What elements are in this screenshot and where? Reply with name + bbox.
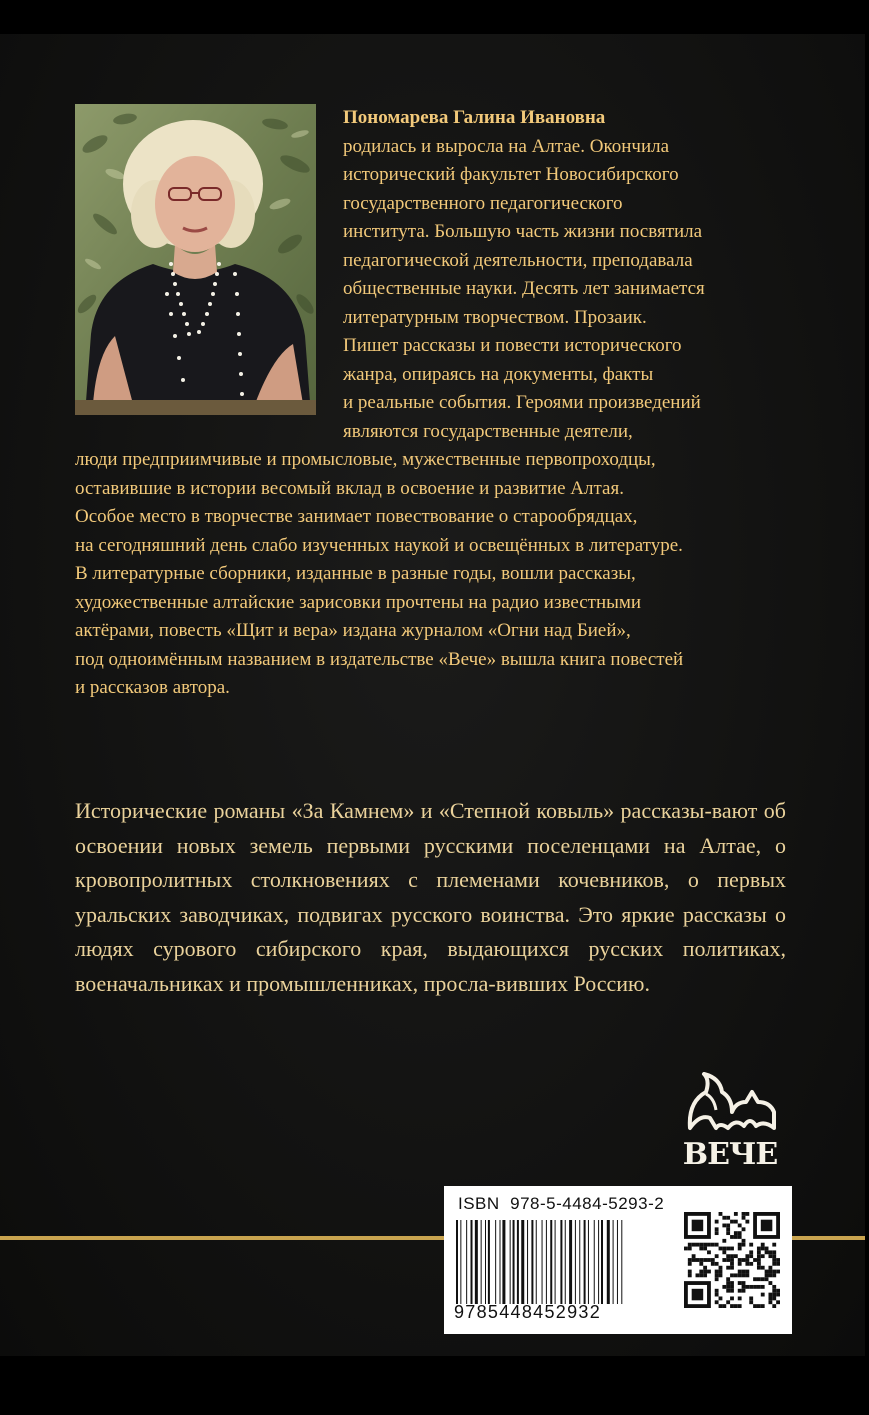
veche-logo-icon bbox=[680, 1072, 780, 1172]
qr-module bbox=[745, 1270, 749, 1274]
qr-module bbox=[730, 1247, 734, 1251]
qr-module bbox=[738, 1296, 742, 1300]
qr-module bbox=[734, 1254, 738, 1258]
qr-module bbox=[772, 1262, 776, 1266]
qr-module bbox=[726, 1231, 730, 1235]
qr-code-icon bbox=[684, 1212, 780, 1308]
qr-module bbox=[745, 1285, 749, 1289]
qr-module bbox=[684, 1247, 688, 1251]
bio-line: исторический факультет Новосибирского bbox=[343, 164, 679, 185]
qr-module bbox=[715, 1243, 719, 1247]
qr-module bbox=[730, 1235, 734, 1239]
qr-module bbox=[765, 1273, 769, 1277]
barcode-bar bbox=[560, 1220, 562, 1304]
qr-module bbox=[688, 1258, 692, 1262]
qr-module bbox=[726, 1277, 730, 1281]
qr-module bbox=[749, 1262, 753, 1266]
isbn-barcode bbox=[456, 1220, 670, 1304]
barcode-bar bbox=[495, 1220, 496, 1304]
qr-module bbox=[726, 1224, 730, 1228]
qr-module bbox=[742, 1273, 746, 1277]
qr-module bbox=[696, 1258, 700, 1262]
bio-line: общественные науки. Десять лет занимается bbox=[343, 278, 705, 299]
qr-module bbox=[742, 1289, 746, 1293]
barcode-bar bbox=[542, 1220, 543, 1304]
bio-line: и реальные события. Героями произведений bbox=[343, 392, 701, 413]
qr-module bbox=[696, 1243, 700, 1247]
annotation-text: Исторические романы «За Камнем» и «Степной ковыль» рассказы-вают об освоении новых земель первыми русскими поселенцами на Алтае, о кровопролитных столкновениях с племенами кочевников, о первых уральских заводчиках, подвигах русского воинства. Это яркие рассказы о людях сурового сибирского края, выдающихся русских политиках, военачальниках и промышленниках, просла-вивших Россию. bbox=[75, 798, 786, 996]
qr-module bbox=[703, 1273, 707, 1277]
qr-module bbox=[772, 1270, 776, 1274]
qr-module bbox=[749, 1300, 753, 1304]
qr-module bbox=[719, 1270, 723, 1274]
barcode-bar bbox=[502, 1220, 505, 1304]
qr-module bbox=[715, 1270, 719, 1274]
qr-module bbox=[688, 1262, 692, 1266]
qr-module bbox=[768, 1300, 772, 1304]
bio-line: родилась и выросла на Алтае. Окончила bbox=[343, 135, 670, 157]
qr-module bbox=[738, 1247, 742, 1251]
qr-module bbox=[699, 1243, 703, 1247]
qr-module bbox=[768, 1254, 772, 1258]
qr-module bbox=[772, 1289, 776, 1293]
qr-module bbox=[772, 1285, 776, 1289]
qr-module bbox=[768, 1281, 772, 1285]
barcode-bar bbox=[527, 1220, 528, 1304]
barcode-bar bbox=[594, 1220, 595, 1304]
qr-module bbox=[726, 1281, 730, 1285]
qr-module bbox=[745, 1254, 749, 1258]
qr-module bbox=[730, 1273, 734, 1277]
qr-module bbox=[726, 1254, 730, 1258]
qr-module bbox=[753, 1304, 757, 1308]
qr-module bbox=[699, 1270, 703, 1274]
barcode-bar bbox=[531, 1220, 533, 1304]
barcode-digits: 9785448452932 bbox=[454, 1302, 602, 1322]
qr-module bbox=[761, 1254, 765, 1258]
qr-module bbox=[722, 1224, 726, 1228]
barcode-bar bbox=[466, 1220, 467, 1304]
qr-module bbox=[715, 1293, 719, 1297]
qr-module bbox=[776, 1262, 780, 1266]
qr-module bbox=[757, 1258, 761, 1262]
qr-module bbox=[768, 1293, 772, 1297]
qr-module bbox=[699, 1258, 703, 1262]
barcode-bar bbox=[521, 1220, 524, 1304]
qr-module bbox=[765, 1270, 769, 1274]
bio-line: Особое место в творчестве занимает повествование о старообрядцах, bbox=[75, 506, 638, 527]
qr-module bbox=[772, 1250, 776, 1254]
qr-module bbox=[688, 1247, 692, 1251]
qr-module bbox=[742, 1212, 746, 1216]
barcode-bar bbox=[579, 1220, 580, 1304]
barcode-bar bbox=[588, 1220, 589, 1304]
qr-module bbox=[734, 1273, 738, 1277]
qr-module bbox=[719, 1266, 723, 1270]
qr-module bbox=[776, 1270, 780, 1274]
bio-line: и рассказов автора. bbox=[75, 677, 230, 698]
qr-module bbox=[734, 1212, 738, 1216]
qr-module bbox=[765, 1250, 769, 1254]
bio-line: педагогической деятельности, преподавала bbox=[343, 249, 693, 271]
bio-line: художественные алтайские зарисовки прочтены на радио известными bbox=[75, 591, 642, 613]
qr-module bbox=[749, 1254, 753, 1258]
bio-line: государственного педагогического bbox=[343, 192, 623, 214]
qr-module bbox=[730, 1289, 734, 1293]
qr-module bbox=[719, 1212, 723, 1216]
barcode-bar bbox=[598, 1220, 599, 1304]
barcode-bar bbox=[546, 1220, 547, 1304]
qr-module bbox=[692, 1254, 696, 1258]
qr-module bbox=[761, 1304, 765, 1308]
barcode-bar bbox=[513, 1220, 515, 1304]
qr-module bbox=[699, 1262, 703, 1266]
qr-module bbox=[768, 1296, 772, 1300]
qr-module bbox=[730, 1285, 734, 1289]
qr-module bbox=[757, 1277, 761, 1281]
qr-module bbox=[742, 1270, 746, 1274]
qr-module bbox=[761, 1220, 773, 1232]
bio-line: являются государственные деятели, bbox=[343, 420, 633, 442]
qr-module bbox=[753, 1285, 757, 1289]
qr-module bbox=[749, 1243, 753, 1247]
qr-module bbox=[742, 1216, 746, 1220]
barcode-bar bbox=[584, 1220, 586, 1304]
barcode-bar bbox=[536, 1220, 537, 1304]
qr-module bbox=[688, 1270, 692, 1274]
qr-module bbox=[734, 1304, 738, 1308]
qr-module bbox=[745, 1262, 749, 1266]
bio-line: на сегодняшний день слабо изученных наукой и освещённых в литературе. bbox=[75, 534, 683, 556]
qr-module bbox=[730, 1220, 734, 1224]
qr-module bbox=[703, 1247, 707, 1251]
qr-module bbox=[772, 1293, 776, 1297]
photo-spacer bbox=[75, 104, 343, 446]
qr-module bbox=[726, 1247, 730, 1251]
qr-module bbox=[715, 1300, 719, 1304]
qr-module bbox=[715, 1231, 719, 1235]
qr-module bbox=[776, 1293, 780, 1297]
qr-module bbox=[772, 1258, 776, 1262]
bio-line: актёрами, повесть «Щит и вера» издана журналом «Огни над Бией», bbox=[75, 620, 631, 641]
qr-module bbox=[719, 1296, 723, 1300]
qr-module bbox=[749, 1285, 753, 1289]
barcode-bar bbox=[488, 1220, 490, 1304]
bio-line: оставившие в истории весомый вклад в освоение и развитие Алтая. bbox=[75, 477, 624, 499]
qr-module bbox=[722, 1285, 726, 1289]
barcode-bar bbox=[500, 1220, 501, 1304]
qr-module bbox=[703, 1266, 707, 1270]
qr-module bbox=[730, 1296, 734, 1300]
qr-module bbox=[711, 1258, 715, 1262]
qr-module bbox=[738, 1289, 742, 1293]
qr-module bbox=[726, 1266, 730, 1270]
qr-module bbox=[757, 1250, 761, 1254]
qr-module bbox=[761, 1247, 765, 1251]
qr-module bbox=[707, 1270, 711, 1274]
barcode-bar bbox=[607, 1220, 610, 1304]
publisher-logo bbox=[680, 1072, 780, 1172]
qr-module bbox=[761, 1243, 765, 1247]
qr-module bbox=[757, 1304, 761, 1308]
qr-module bbox=[719, 1247, 723, 1251]
qr-module bbox=[738, 1243, 742, 1247]
qr-module bbox=[776, 1300, 780, 1304]
qr-module bbox=[753, 1258, 757, 1262]
qr-module bbox=[730, 1304, 734, 1308]
qr-module bbox=[738, 1270, 742, 1274]
qr-module bbox=[776, 1289, 780, 1293]
qr-module bbox=[734, 1220, 738, 1224]
qr-module bbox=[707, 1258, 711, 1262]
qr-module bbox=[745, 1220, 749, 1224]
qr-module bbox=[726, 1289, 730, 1293]
qr-module bbox=[753, 1277, 757, 1281]
qr-module bbox=[738, 1231, 742, 1235]
qr-module bbox=[726, 1285, 730, 1289]
qr-module bbox=[738, 1235, 742, 1239]
isbn-block bbox=[444, 1186, 792, 1334]
qr-module bbox=[722, 1258, 726, 1262]
bio-line: института. Большую часть жизни посвятила bbox=[343, 221, 703, 242]
qr-module bbox=[707, 1243, 711, 1247]
qr-module bbox=[722, 1304, 726, 1308]
barcode-bar bbox=[460, 1220, 461, 1304]
qr-module bbox=[730, 1281, 734, 1285]
qr-module bbox=[726, 1300, 730, 1304]
qr-module bbox=[761, 1293, 765, 1297]
qr-module bbox=[772, 1273, 776, 1277]
qr-module bbox=[772, 1254, 776, 1258]
qr-module bbox=[726, 1216, 730, 1220]
qr-module bbox=[711, 1243, 715, 1247]
qr-module bbox=[722, 1250, 726, 1254]
book-back-cover bbox=[0, 34, 865, 1356]
qr-module bbox=[719, 1304, 723, 1308]
barcode-bar bbox=[569, 1220, 572, 1304]
qr-module bbox=[715, 1289, 719, 1293]
qr-module bbox=[761, 1277, 765, 1281]
qr-module bbox=[776, 1258, 780, 1262]
qr-module bbox=[715, 1227, 719, 1231]
qr-module bbox=[722, 1247, 726, 1251]
qr-module bbox=[738, 1304, 742, 1308]
barcode-bar bbox=[621, 1220, 622, 1304]
qr-module bbox=[749, 1296, 753, 1300]
bio-line: литературным творчеством. Прозаик. bbox=[343, 306, 647, 328]
qr-module bbox=[757, 1285, 761, 1289]
author-bio bbox=[75, 104, 775, 703]
qr-module bbox=[742, 1243, 746, 1247]
qr-module bbox=[745, 1258, 749, 1262]
qr-module bbox=[692, 1220, 704, 1232]
qr-module bbox=[711, 1262, 715, 1266]
qr-module bbox=[703, 1243, 707, 1247]
qr-module bbox=[696, 1273, 700, 1277]
bio-line: люди предприимчивые и промысловые, мужественные первопроходцы, bbox=[75, 449, 656, 470]
qr-module bbox=[692, 1243, 696, 1247]
qr-module bbox=[768, 1273, 772, 1277]
qr-module bbox=[742, 1239, 746, 1243]
qr-module bbox=[768, 1250, 772, 1254]
barcode-bar bbox=[510, 1220, 511, 1304]
qr-module bbox=[757, 1254, 761, 1258]
barcode-bar bbox=[565, 1220, 566, 1304]
qr-module bbox=[715, 1220, 719, 1224]
qr-module bbox=[730, 1254, 734, 1258]
qr-module bbox=[765, 1277, 769, 1281]
qr-module bbox=[692, 1289, 704, 1301]
logo-wordmark: ВЕЧЕ bbox=[682, 1137, 778, 1172]
qr-module bbox=[768, 1270, 772, 1274]
qr-module bbox=[688, 1273, 692, 1277]
qr-module bbox=[730, 1258, 734, 1262]
qr-module bbox=[715, 1254, 719, 1258]
qr-module bbox=[715, 1262, 719, 1266]
qr-module bbox=[715, 1273, 719, 1277]
barcode-bar bbox=[475, 1220, 478, 1304]
qr-module bbox=[742, 1285, 746, 1289]
qr-module bbox=[703, 1270, 707, 1274]
qr-module bbox=[745, 1212, 749, 1216]
barcode-bar bbox=[613, 1220, 614, 1304]
barcode-bar bbox=[481, 1220, 482, 1304]
qr-module bbox=[738, 1258, 742, 1262]
bio-line: В литературные сборники, изданные в разные годы, вошли рассказы, bbox=[75, 563, 636, 584]
qr-module bbox=[757, 1262, 761, 1266]
qr-module bbox=[726, 1258, 730, 1262]
qr-module bbox=[772, 1243, 776, 1247]
qr-module bbox=[749, 1250, 753, 1254]
qr-module bbox=[738, 1273, 742, 1277]
barcode-bar bbox=[617, 1220, 618, 1304]
qr-module bbox=[730, 1262, 734, 1266]
qr-module bbox=[757, 1266, 761, 1270]
qr-module bbox=[722, 1216, 726, 1220]
qr-module bbox=[699, 1273, 703, 1277]
qr-module bbox=[734, 1231, 738, 1235]
qr-module bbox=[742, 1227, 746, 1231]
author-name: Пономарева Галина Ивановна bbox=[343, 107, 606, 128]
qr-module bbox=[719, 1273, 723, 1277]
barcode-bar bbox=[550, 1220, 552, 1304]
qr-module bbox=[688, 1243, 692, 1247]
qr-module bbox=[730, 1266, 734, 1270]
qr-module bbox=[761, 1266, 765, 1270]
qr-module bbox=[761, 1285, 765, 1289]
qr-module bbox=[703, 1258, 707, 1262]
qr-module bbox=[772, 1304, 776, 1308]
barcode-bar bbox=[517, 1220, 519, 1304]
barcode-bar bbox=[601, 1220, 603, 1304]
qr-module bbox=[742, 1281, 746, 1285]
qr-module bbox=[742, 1258, 746, 1262]
qr-module bbox=[707, 1250, 711, 1254]
qr-module bbox=[722, 1239, 726, 1243]
qr-module bbox=[715, 1277, 719, 1281]
qr-module bbox=[757, 1247, 761, 1251]
qr-module bbox=[726, 1227, 730, 1231]
qr-module bbox=[738, 1262, 742, 1266]
barcode-bar bbox=[575, 1220, 576, 1304]
qr-module bbox=[692, 1258, 696, 1262]
bio-line: жанра, опираясь на документы, факты bbox=[343, 363, 654, 385]
isbn-label: ISBN 978-5-4484-5293-2 bbox=[458, 1194, 665, 1213]
bio-line: под одноимённым названием в издательстве «Вече» вышла книга повестей bbox=[75, 648, 684, 670]
qr-module bbox=[734, 1235, 738, 1239]
qr-module bbox=[765, 1247, 769, 1251]
qr-module bbox=[699, 1247, 703, 1251]
barcode-bar bbox=[485, 1220, 486, 1304]
barcode-bar bbox=[555, 1220, 556, 1304]
qr-module bbox=[772, 1296, 776, 1300]
barcode-bar bbox=[456, 1220, 458, 1304]
qr-module bbox=[738, 1224, 742, 1228]
qr-module bbox=[738, 1281, 742, 1285]
barcode-bar bbox=[471, 1220, 473, 1304]
qr-module bbox=[745, 1273, 749, 1277]
book-annotation bbox=[75, 794, 786, 1001]
qr-module bbox=[768, 1266, 772, 1270]
bio-line: Пишет рассказы и повести исторического bbox=[343, 335, 682, 356]
